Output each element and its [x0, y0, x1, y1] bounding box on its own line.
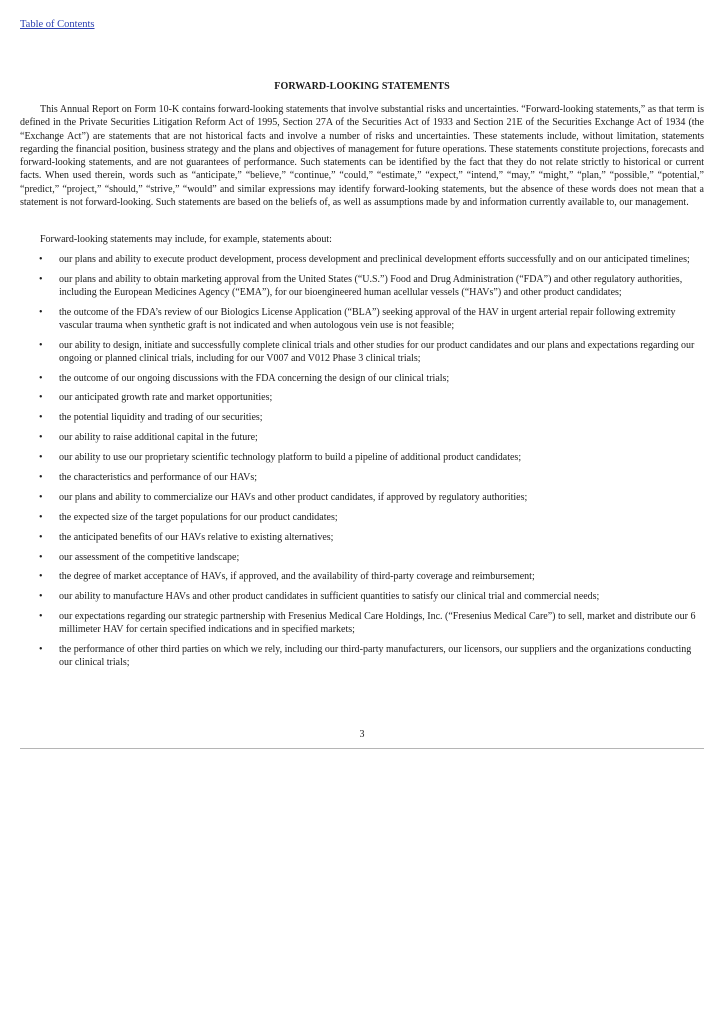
list-item	[20, 411, 704, 424]
page-number: 3	[359, 729, 365, 740]
list-item	[20, 531, 704, 544]
list-item-text: our anticipated growth rate and market opportunities;	[59, 392, 273, 404]
forward-looking-list	[20, 253, 704, 676]
intro-paragraph: This Annual Report on Form 10-K contains forward-looking statements that involve substantial risks and uncertainties. “Forward-looking statements,” as that term is defined in the Private Securities Litigation Reform Act of 1995, Section 27A of the Securities Act of 1933 and Section 21E of the Securities Exchange Act of 1934 (the “Exchange Act”) are statements that are not historical facts and involve a number of risks and uncertainties. These statements include, without limitation, statements regarding the financial position, business strategy and the plans and objectives of management for future operations. These statements constitute projections, forecasts and forward-looking statements, and are not guarantees of performance. Such statements can be identified by the fact that they do not relate strictly to historical or current facts. When used therein, words such as “anticipate,” “believe,” “continue,” “could,” “estimate,” “expect,” “intend,” “may,” “might,” “plan,” “possible,” “potential,” “predict,” “project,” “should,” “strive,” “would” and similar expressions may identify forward-looking statements, but the absence of these words does not mean that a statement is not forward-looking. Such statements are based on the beliefs of, as well as assumptions made by and information currently available to, our management.	[20, 104, 704, 209]
list-item-text: the expected size of the target populations for our product candidates;	[59, 511, 338, 523]
bullet-icon: •	[39, 472, 43, 484]
list-item-text: our ability to raise additional capital in the future;	[59, 432, 258, 444]
list-item-text: the degree of market acceptance of HAVs, if approved, and the availability of third-party coverage and reimbursement;	[59, 571, 535, 583]
list-item-text: the performance of other third parties on which we rely, including our third-party manufacturers, our licensors, our suppliers and the organizations conducting our clinical trials;	[59, 644, 692, 669]
list-item	[20, 643, 704, 669]
list-item-text: our assessment of the competitive landscape;	[59, 551, 240, 563]
table-of-contents-link[interactable]: Table of Contents	[20, 19, 95, 30]
bullet-icon: •	[39, 644, 43, 656]
list-item	[20, 372, 704, 385]
list-item	[20, 306, 704, 332]
bullet-icon: •	[39, 273, 43, 285]
list-lead-in: Forward-looking statements may include, for example, statements about:	[40, 234, 332, 245]
list-item	[20, 551, 704, 564]
list-item-text: the anticipated benefits of our HAVs relative to existing alternatives;	[59, 531, 334, 543]
bullet-icon: •	[39, 339, 43, 351]
list-item	[20, 273, 704, 299]
list-item	[20, 491, 704, 504]
bullet-icon: •	[39, 254, 43, 265]
list-item-text: our ability to manufacture HAVs and other product candidates in sufficient quantities to satisfy our clinical trial and commercial needs;	[59, 591, 600, 603]
list-item	[20, 511, 704, 524]
list-item	[20, 570, 704, 583]
list-item-text: the characteristics and performance of our HAVs;	[59, 472, 258, 484]
list-item-text: the outcome of the FDA’s review of our Biologics License Application (“BLA”) seeking approval of the HAV in urgent arterial repair following extremity vascular trauma when synthetic graft is not indicated and when autologous vein use is not feasible;	[59, 306, 676, 331]
bullet-icon: •	[39, 571, 43, 583]
bullet-icon: •	[39, 491, 43, 503]
bullet-icon: •	[39, 432, 43, 444]
bullet-icon: •	[39, 372, 43, 384]
list-item	[20, 391, 704, 404]
list-item-text: our plans and ability to obtain marketing approval from the United States (“U.S.”) Food and Drug Administration (“FDA”) and other regulatory authorities, including the European Medicines Agency (“EMA”), for our bioengineered human acellular vessels (“HAVs”) and other product candidates;	[59, 273, 683, 298]
bullet-icon: •	[39, 412, 43, 424]
list-item-text: our ability to use our proprietary scientific technology platform to build a pipeline of additional product candidates;	[59, 452, 522, 464]
list-item-text: our plans and ability to commercialize our HAVs and other product candidates, if approved by regulatory authorities;	[59, 491, 528, 503]
list-item	[20, 451, 704, 464]
bullet-icon: •	[39, 452, 43, 464]
list-item	[20, 253, 704, 266]
list-item-text: our expectations regarding our strategic partnership with Fresenius Medical Care Holdings, Inc. (“Fresenius Medical Care”) to sell, market and distribute our 6 millimeter HAV for certain specified indications and in specified markets;	[59, 611, 696, 636]
list-item	[20, 339, 704, 365]
list-item-text: our plans and ability to execute product development, process development and preclinical development efforts successfully and on our anticipated timelines;	[59, 254, 690, 265]
list-item-text: the potential liquidity and trading of our securities;	[59, 412, 263, 424]
list-item-text: the outcome of our ongoing discussions with the FDA concerning the design of our clinical trials;	[59, 372, 450, 384]
bullet-icon: •	[39, 306, 43, 318]
list-item	[20, 590, 704, 603]
section-title: FORWARD-LOOKING STATEMENTS	[274, 81, 450, 92]
bullet-icon: •	[39, 531, 43, 543]
list-item	[20, 471, 704, 484]
bullet-icon: •	[39, 591, 43, 603]
bullet-icon: •	[39, 611, 43, 623]
bullet-icon: •	[39, 392, 43, 404]
list-item-text: our ability to design, initiate and successfully complete clinical trials and other studies for our product candidates and our plans and expectations regarding our ongoing or planned clinical trials, including for our V007 and V012 Phase 3 clinical trials;	[59, 339, 695, 364]
page-divider	[20, 748, 704, 749]
list-item	[20, 610, 704, 636]
bullet-icon: •	[39, 551, 43, 563]
list-item	[20, 431, 704, 444]
bullet-icon: •	[39, 511, 43, 523]
